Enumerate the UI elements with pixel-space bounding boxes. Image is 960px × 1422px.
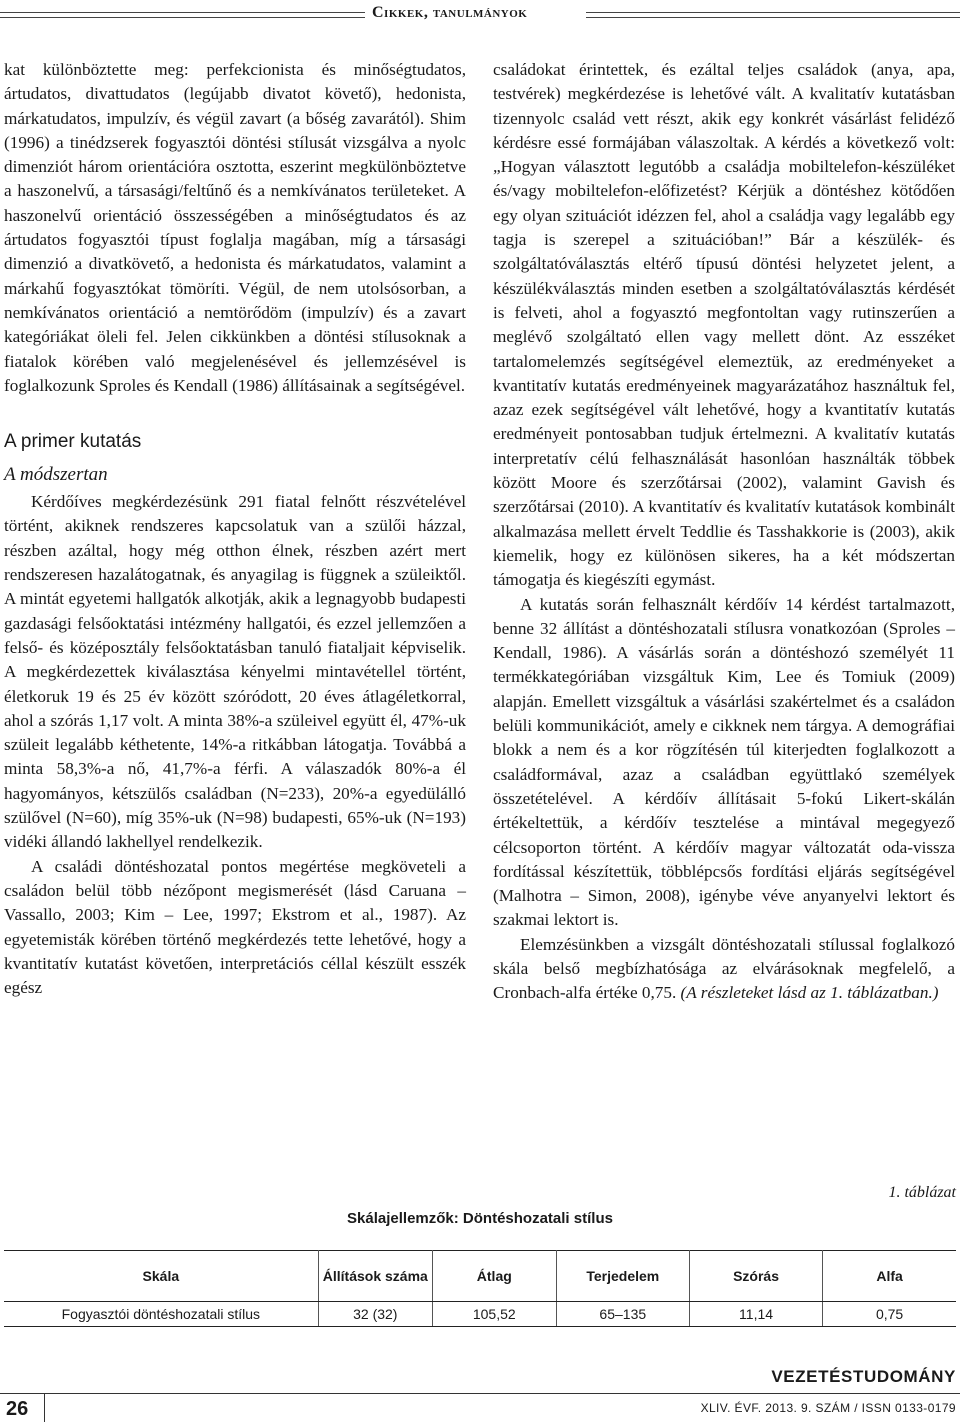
right-paragraph-3-text: Elemzésünkben a vizsgált döntéshozatali stílussal foglalkozó skála belső megbízhatósága az elvárásoknak megfelelő, a Cronbach-alfa értéke 0,75. bbox=[493, 934, 955, 1003]
table-cell: 32 (32) bbox=[318, 1302, 432, 1327]
left-paragraph-3: A családi döntéshozatal pontos megértése megköveteli a családon belül több nézőpont megismerését (lásd Caruana – Vassallo, 2003; Kim – Lee, 1997; Ekstrom et al., 1987). Az egyetemisták körében történő megkérdezés tette lehetővé, hogy a kvantitatív kutatást követően, interpretációs céllal készült esszék egész bbox=[4, 856, 466, 998]
left-paragraph-2: Kérdőíves megkérdezésünk 291 fiatal felnőtt részvételével történt, akiknek rendszeres kapcsolatuk van a szülői házzal, részben azáltal, hogy még otthon élnek, részben azért mert rendszeresen hazalátogatnak, és anyagilag is függnek a szüleiktől. A mintát egyetemi hallgatók alkotják, akik a legnagyobb budapesti gazdasági felsőoktatási intézmény hallgatói, és ezzel jellemzően a felső- és középosztály felsőoktatásban tanuló fiataljait képviselik. A megkérdezettek kiválasztása kényelmi mintavétellel történt, életkoruk 19 és 25 év között szóródott, 20 éves átlagéletkorral, ahol a szórás 1,17 volt. A minta 38%-a szüleivel együtt él, 47%-uk szüleit legalább kéthetente, 14%-a ritkábban látogatja. Továbbá a minta 58,3%-a nő, 41,7%-a férfi. A válaszadók 80%-a él hagyományos, kétszülős családban (N=233), 20%-a egyedülálló szülővel (N=60), míg 35%-uk (N=98) budapesti, 65%-uk (N=193) vidéki állandó lakhellyel rendelkezik. bbox=[4, 492, 466, 852]
right-paragraph-1: családokat érintettek, és ezáltal teljes családok (anya, apa, testvérek) megkérdezése is lehetővé vált. A kvalitatív kutatásban tizennyolc család vett részt, akik egy konkrét vásárlást felidéző kérdésre essé formájában válaszoltak. A kérdés a következő volt: „Hogyan választott legutóbb a családja mobiltelefon-készüléket és/vagy mobiltelefon-előfizetést? Kérjük a döntéshez kötődően egy olyan szituációt idézzen fel, ahol a családja vagy legalább egy tagja is szerepel a szituációban!” Bár a készülék- és szolgáltatóválasztás eltérő típusú döntési helyzetet jelent, a készülékválasztás minden esetben a szolgáltatóválasztás kérdését is felveti, ahol a fogyasztó megfontoltan vagy rutinszerűen a meglévő szolgáltató ellen vagy mellett dönt. Az esszéket tartalomelemzés segítségével elemeztük, az eredményeket a kvantitatív kutatás eredményeinek magyarázatához használtuk fel, azaz ezek segítségével vált lehetővé, hogy a kvantitatív kutatás eredményeit pontosabban tudjuk értelmezni. A kvalitatív kutatás interpretatív célú felhasználását hasonlóan használták többek között Moore és szerzőtársai (2002), valamint Gavish és szerzőtársai (2010). A kvantitatív és kvalitatív kutatások kombinált alkalmazása mellett érvelt Teddlie és Tasshakkorie is (2003), akik kiemelik, hogy ez különösen sikeres, ha a két módszertan támogatja és kiegészíti egymást. bbox=[493, 60, 955, 590]
table-header-cell: Terjedelem bbox=[556, 1251, 689, 1302]
table-header-cell: Skála bbox=[4, 1251, 318, 1302]
table-cell: 0,75 bbox=[823, 1302, 956, 1327]
journal-name: VEZETÉSTUDOMÁNY bbox=[771, 1367, 956, 1386]
table-header-cell: Alfa bbox=[823, 1251, 956, 1302]
right-paragraph-2: A kutatás során felhasznált kérdőív 14 kérdést tartalmazott, benne 32 állítást a döntéshozatali stílusra vonatkozóan (Sproles – Kendall, 1986). A vásárlás során a döntéshozó személyét 11 termékkategóriában vizsgáltuk Kim, Lee és Tomiuk (2009) alapján. Emellett vizsgáltuk a vásárlási szakértelmet és a családon belüli kommunikációt, amely e cikknek nem tárgya. A demográfiai blokk a nem és a kor rögzítésén túl kiterjedten foglalkozott a családformával, azaz a családban együttlakó személyek összetételével. A kérdőív állításait 5-fokú Likert-skálán értékeltettük, a kérdőív tesztelése a mintával megegyező célcsoporton történt. A kérdőív magyar változatát oda-vissza fordítással készítettük, többlépcsős fordítási eljárás segítségével (Malhotra – Simon, 2008), igénybe véve anyanyelvi lektort és szakmai lektort is. bbox=[493, 594, 955, 930]
table-cell: 65–135 bbox=[556, 1302, 689, 1327]
header-rule-right bbox=[586, 12, 960, 18]
table-cell: 11,14 bbox=[689, 1302, 822, 1327]
footer-rule bbox=[0, 1393, 960, 1394]
section-heading: A primer kutatás bbox=[4, 431, 142, 453]
left-column bbox=[4, 58, 466, 1000]
table-header-cell: Átlag bbox=[432, 1251, 556, 1302]
page-number: 26 bbox=[6, 1398, 29, 1420]
left-paragraph-1: kat különböztette meg: perfekcionista és minőségtudatos, ártudatos, divattudatos (legújabb divatot követő), hedonista, márkatudatos, impulzív, és végül zavart (a bőség zavarától). Shim (1996) a tinédzserek fogyasztói döntési stílusát vizsgálva a nyolc dimenziót három orientációra osztotta, eszerint megkülönböztetve a haszonelvű, a társasági/feltűnő és a nemkívánatos területeket. A haszonelvű orientáció összességében a minőségtudatos és az ártudatos fogyasztói típust foglalja magában, míg a társasági dimenzió a divatkövető, a hedonista és márkatudatos, valamint a márkahű fogyasztókat tömöríti. Végül, de nem utolsósorban, a nemkívánatos orientáció a nemtörődöm (impulzív) és a zavart kategóriákat öleli fel. Jelen cikkünkben a döntési stílusoknak a fiatalok körében való megjelenésével és jellemzésével is foglalkozunk Sproles és Kendall (1986) állításainak a segítségével. bbox=[4, 60, 466, 395]
section-title: Cikkek, tanulmányok bbox=[372, 4, 528, 21]
table-cell: Fogyasztói döntéshozatali stílus bbox=[4, 1302, 318, 1327]
table-header-cell: Állítások száma bbox=[318, 1251, 432, 1302]
table-reference: (A részleteket lásd az 1. táblázatban.) bbox=[680, 983, 939, 1003]
running-header bbox=[0, 4, 960, 24]
table-header-row bbox=[4, 1251, 956, 1302]
right-column bbox=[493, 58, 955, 1006]
table-row bbox=[4, 1302, 956, 1327]
issue-info: XLIV. ÉVF. 2013. 9. SZÁM / ISSN 0133-0179 bbox=[700, 1401, 956, 1415]
right-paragraph-3 bbox=[493, 933, 955, 1006]
table-title: Skálajellemzők: Döntéshozatali stílus bbox=[347, 1210, 613, 1227]
subsection-heading: A módszertan bbox=[4, 464, 108, 486]
scale-table bbox=[4, 1250, 956, 1327]
table-header-cell: Szórás bbox=[689, 1251, 822, 1302]
header-rule-left bbox=[0, 12, 365, 18]
table-cell: 105,52 bbox=[432, 1302, 556, 1327]
table-label: 1. táblázat bbox=[888, 1184, 956, 1201]
